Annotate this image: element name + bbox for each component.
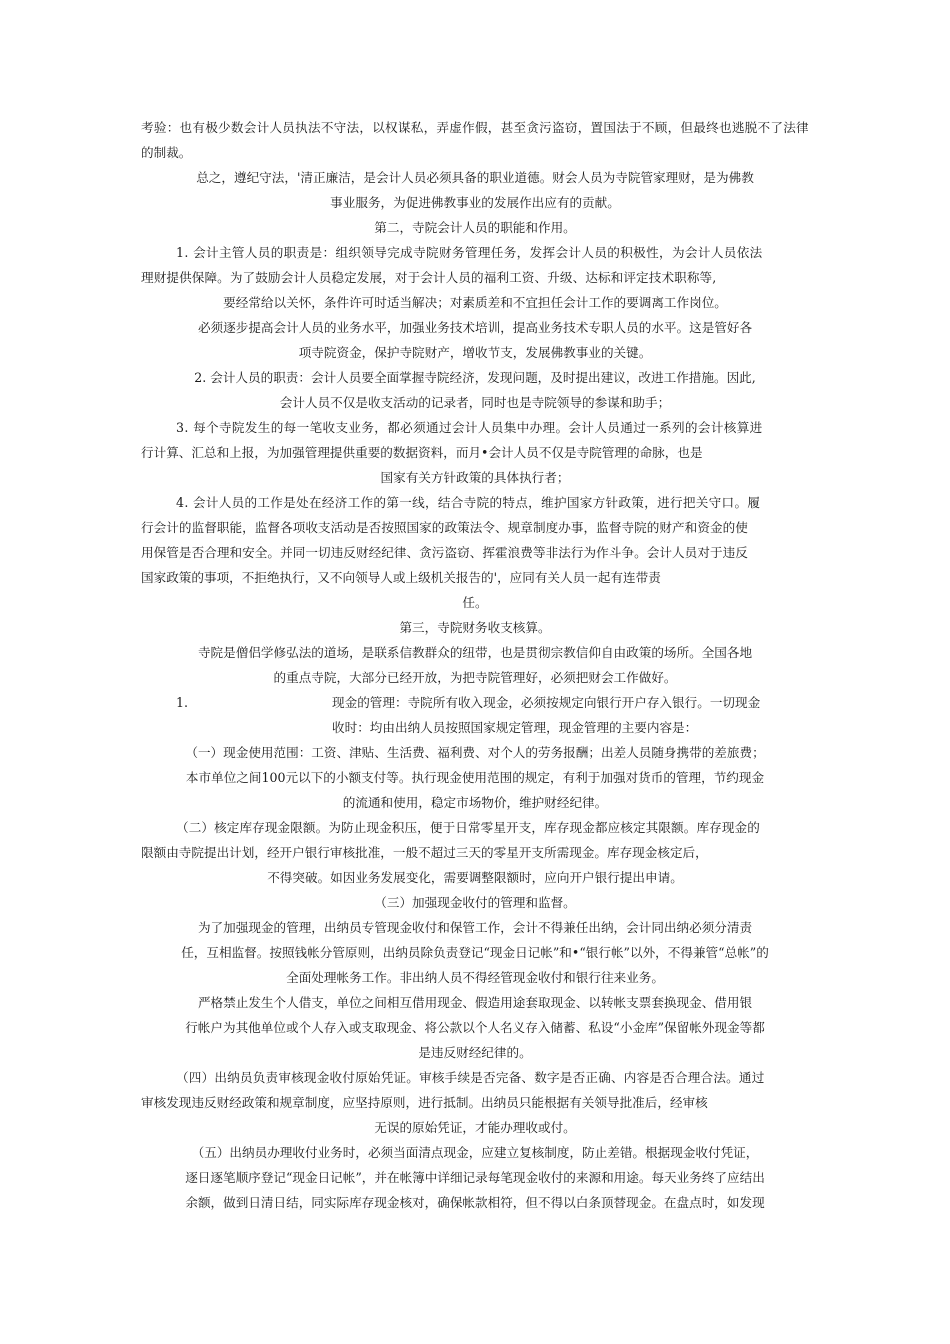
text-line: 本市单位之间100元以下的小额支付等。执行现金使用范围的规定，有利于加强对货币的管理，节约现金: [185, 770, 765, 785]
text-line: 的重点寺院，大部分已经开放，为把寺院管理好，必须把财会工作做好。: [273, 670, 677, 685]
text-line: 全面处理帐务工作。非出纳人员不得经管现金收付和银行往来业务。: [286, 970, 664, 985]
text-line: 国家有关方针政策的具体执行者；: [380, 470, 570, 485]
text-line: 任。: [462, 595, 488, 610]
text-line: 收时：均由出纳人员按照国家规定管理，现金管理的主要内容是：: [332, 720, 698, 735]
text-line: 行计算、汇总和上报，为加强管理提供重要的数据资料，而月•会计人员不仅是寺院管理的命脉，也是: [141, 445, 703, 460]
text-line: 严格禁止发生个人借支，单位之间相互借用现金、假造用途套取现金、以转帐支票套换现金、借用银: [197, 995, 753, 1010]
text-line: （二）核定库存现金限额。为防止现金积压，便于日常零星开支，库存现金都应核定其限额。库存现金的: [176, 820, 760, 835]
text-line: 为了加强现金的管理，出纳员专管现金收付和保管工作，会计不得兼任出纳，会计同出纳必须分清责: [197, 920, 753, 935]
text-line: 审核发现违反财经政策和规章制度，应坚持原则，进行抵制。出纳员只能根据有关领导批准后，经审核: [141, 1095, 708, 1110]
text-line: 考验：也有极少数会计人员执法不守法，以权谋私，弄虚作假，甚至贪污盗窃，置国法于不顾，但最终也逃脱不了法律: [141, 120, 809, 135]
section-heading: 第三，寺院财务收支核算。: [399, 620, 551, 635]
text-line: 限额由寺院提出计划，经开户银行审核批准，一般不超过三天的零星开支所需现金。库存现金核定后，: [141, 845, 708, 860]
text-line: 寺院是僧侣学修弘法的道场，是联系信教群众的纽带，也是贯彻宗教信仰自由政策的场所。全国各地: [197, 645, 753, 660]
text-line: 1. 会计主管人员的职责是：组织领导完成寺院财务管理任务，发挥会计人员的积极性，为会计人员依法: [176, 245, 763, 260]
text-line: 行会计的监督职能，监督各项收支活动是否按照国家的政策法令、规章制度办事，监督寺院的财产和资金的使: [141, 520, 748, 535]
text-line: 任，互相监督。按照钱帐分管原则，出纳员除负责登记“现金日记帐”和•“银行帐”以外，不得兼管“总帐”的: [181, 945, 769, 960]
text-line: （四）出纳员负责审核现金收付原始凭证。审核手续是否完备、数字是否正确、内容是否合理合法。通过: [176, 1070, 765, 1085]
text-line: 行帐户为其他单位或个人存入或支取现金、将公款以个人名义存入储蓄、私设“小金库”保留帐外现金等都: [185, 1020, 765, 1035]
text-line: 余额，做到日清日结，同实际库存现金核对，确保帐款相符，但不得以白条顶替现金。在盘点时，如发现: [185, 1195, 765, 1210]
text-line: 项寺院资金，保护寺院财产，增收节支，发展佛教事业的关键。: [298, 345, 652, 360]
text-line: 逐日逐笔顺序登记“现金日记帐”，并在帐簿中详细记录每笔现金收付的来源和用途。每天业务终了应结出: [185, 1170, 765, 1185]
section-heading: 第二，寺院会计人员的职能和作用。: [374, 220, 576, 235]
text-line: 3. 每个寺院发生的每一笔收支业务，都必须通过会计人员集中办理。会计人员通过一系列的会计核算进: [176, 420, 763, 435]
text-line: （五）出纳员办理收付业务时，必须当面清点现金，应建立复核制度，防止差错。根据现金收付凭证，: [191, 1145, 759, 1160]
text-line: 2. 会计人员的职责：会计人员要全面掌握寺院经济，发现问题，及时提出建议，改进工作措施。因此,: [194, 370, 756, 385]
text-line: 必须逐步提高会计人员的业务水平，加强业务技术培训，提高业务技术专职人员的水平。这是管好各: [197, 320, 753, 335]
text-line: 要经常给以关怀，条件许可时适当解决；对素质差和不宜担任会计工作的要调离工作岗位。: [223, 295, 727, 310]
text-line: 用保管是否合理和安全。并同一切违反财经纪律、贪污盗窃、挥霍浪费等非法行为作斗争。会计人员对于违反: [141, 545, 748, 560]
text-line: 是违反财经纪律的。: [418, 1045, 532, 1060]
text-line: 4. 会计人员的工作是处在经济工作的第一线，结合寺院的特点，维护国家方针政策，进行把关守口。履: [176, 495, 761, 510]
text-line: 的流通和使用，稳定市场物价，维护财经纪律。: [342, 795, 608, 810]
text-line: 国家政策的事项，不拒绝执行，又不向领导人或上级机关报告的'，应同有关人员一起有连带责: [141, 570, 661, 585]
text-line: （一）现金使用范围：工资、津贴、生活费、福利费、对个人的劳务报酬；出差人员随身携带的差旅费；: [185, 745, 765, 760]
text-line: 事业服务，为促进佛教事业的发展作出应有的贡献。: [330, 195, 620, 210]
section-heading: （三）加强现金收付的管理和监督。: [374, 895, 576, 910]
text-line: 总之，遵纪守法，'清正廉洁，是会计人员必须具备的职业道德。财会人员为寺院管家理财，是为佛教: [196, 170, 754, 185]
text-line: 无误的原始凭证，才能办理收或付。: [374, 1120, 576, 1135]
text-line: 会计人员不仅是收支活动的记录者，同时也是寺院领导的参谋和助手；: [279, 395, 671, 410]
item-number: 1.: [176, 695, 189, 710]
text-line: 不得突破。如因业务发展变化，需要调整限额时，应向开户银行提出申请。: [267, 870, 683, 885]
text-line: 的制裁。: [141, 145, 192, 160]
text-line: 现金的管理：寺院所有收入现金，必须按规定向银行开户存入银行。一切现金: [332, 695, 761, 710]
text-line: 理财提供保障。为了鼓励会计人员稳定发展，对于会计人员的福利工资、升级、达标和评定技术职称等,: [141, 270, 717, 285]
